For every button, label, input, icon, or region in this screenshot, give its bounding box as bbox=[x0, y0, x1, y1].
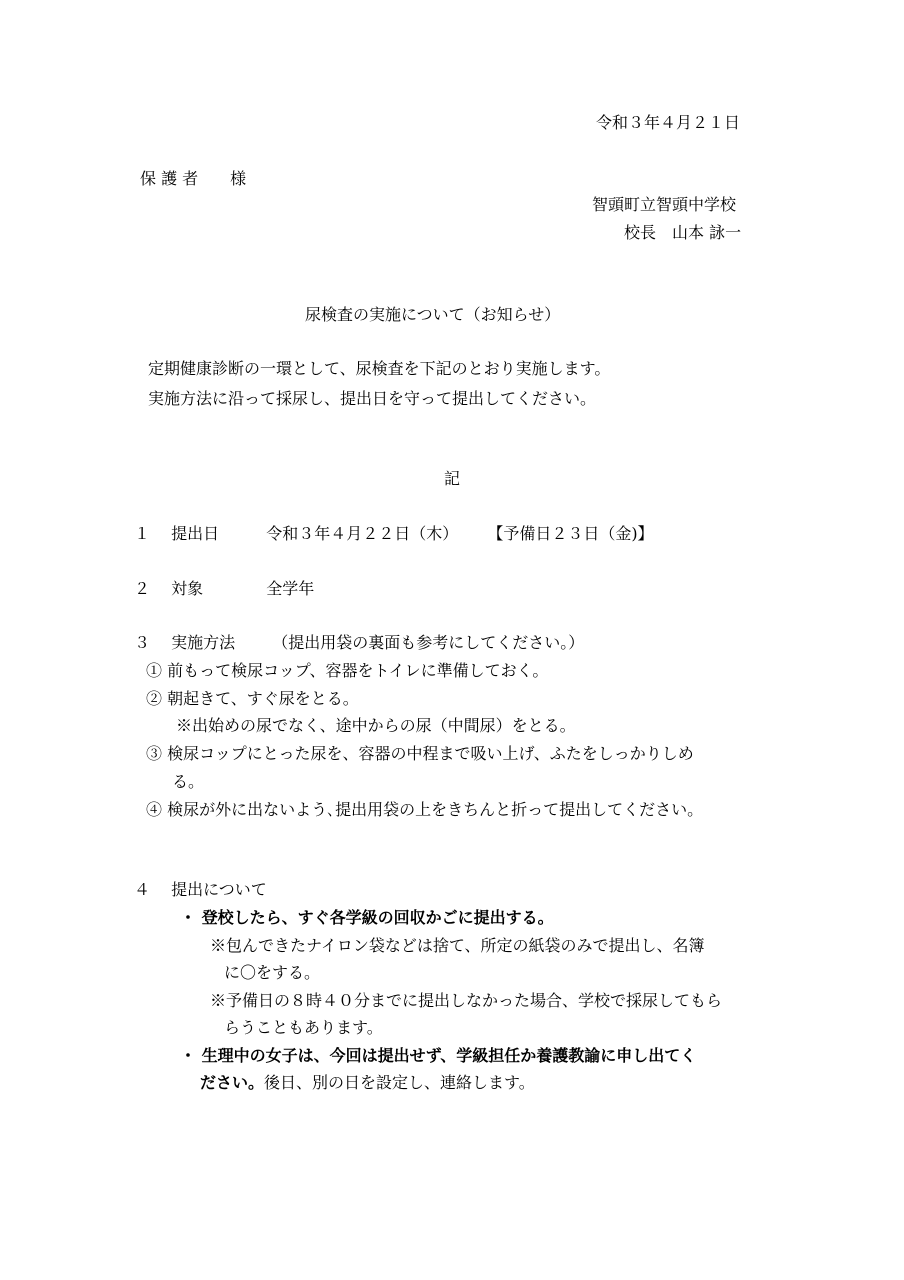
note-spare-day: ※予備日の８時４０分までに提出しなかった場合、学校で採尿してもら bbox=[210, 991, 723, 1010]
note-discard-bags: ※包んできたナイロン袋などは捨て、所定の紙袋のみで提出し、名簿 bbox=[210, 936, 705, 955]
document-date: 令和３年４月２１日 bbox=[596, 113, 741, 132]
method-step-3: ③ 検尿コップにとった尿を、容器の中程まで吸い上げ、ふたをしっかりしめ bbox=[146, 744, 694, 763]
item-number: ４ bbox=[134, 880, 151, 899]
item-label: 提出について bbox=[171, 880, 267, 899]
item-label: 対象 bbox=[171, 579, 204, 598]
method-step-1: ① 前もって検尿コップ、容器をトイレに準備しておく。 bbox=[146, 661, 549, 680]
school-name: 智頭町立智頭中学校 bbox=[592, 195, 737, 214]
intro-line-2: 実施方法に沿って採尿し、提出日を守って提出してください。 bbox=[148, 389, 597, 408]
bullet-menstruation-cont bbox=[200, 1073, 535, 1094]
ki-heading: 記 bbox=[444, 469, 461, 488]
method-step-3-cont: る。 bbox=[172, 772, 205, 791]
item-label: 実施方法 bbox=[171, 633, 236, 652]
item-submission-date bbox=[134, 524, 654, 545]
principal-name: 校長 山本 詠一 bbox=[624, 223, 742, 242]
submission-date: 令和３年４月２２日（木） bbox=[266, 524, 451, 543]
bullet-menstruation: ・ 生理中の女子は、今回は提出せず、学級担任か養護教諭に申し出てく bbox=[180, 1046, 697, 1065]
item-number: １ bbox=[134, 524, 151, 543]
bullet-arrive-submit: ・ 登校したら、すぐ各学級の回収かごに提出する。 bbox=[180, 908, 554, 927]
method-note: （提出用袋の裏面も参考にしてください。） bbox=[272, 633, 585, 652]
bold-text: ださい。 bbox=[200, 1073, 265, 1092]
item-submission bbox=[134, 880, 267, 901]
spare-date: 【予備日２３日（金)】 bbox=[487, 524, 654, 543]
method-step-2-note: ※出始めの尿でなく、途中からの尿（中間尿）をとる。 bbox=[176, 716, 576, 735]
method-step-4: ④ 検尿が外に出ないよう､提出用袋の上をきちんと折って提出してください。 bbox=[146, 800, 704, 819]
recipient: 保 護 者 様 bbox=[140, 169, 247, 188]
method-step-2: ② 朝起きて、すぐ尿をとる。 bbox=[146, 689, 359, 708]
item-number: ２ bbox=[134, 579, 151, 598]
item-label: 提出日 bbox=[171, 524, 220, 543]
note-discard-bags-cont: に〇をする。 bbox=[224, 963, 321, 982]
item-target bbox=[134, 579, 314, 600]
document-title: 尿検査の実施について（お知らせ） bbox=[305, 305, 561, 324]
regular-text: 後日、別の日を設定し、連絡します。 bbox=[264, 1073, 535, 1092]
item-method bbox=[134, 633, 584, 654]
item-number: ３ bbox=[134, 633, 151, 652]
target-value: 全学年 bbox=[266, 579, 315, 598]
intro-line-1: 定期健康診断の一環として、尿検査を下記のとおり実施します。 bbox=[148, 359, 611, 378]
note-spare-day-cont: らうこともあります。 bbox=[224, 1018, 383, 1037]
